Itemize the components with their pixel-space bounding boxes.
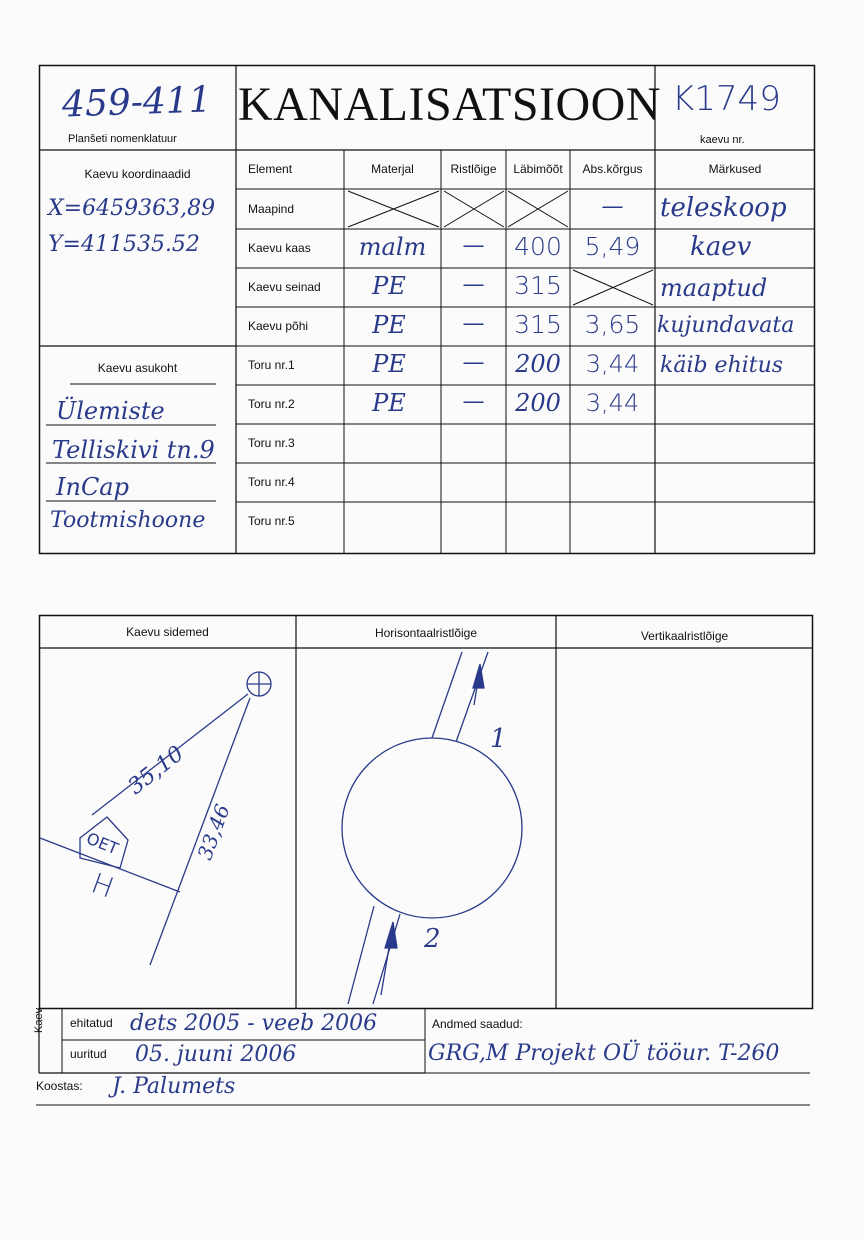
col-header-ristloige: Ristlõige bbox=[450, 162, 497, 176]
table-row-element: Toru nr.1 bbox=[248, 358, 295, 372]
coord-y: Y=411535.52 bbox=[48, 232, 200, 257]
table-row-element: Maapind bbox=[248, 202, 295, 216]
table-cell-labimoot: 200 bbox=[515, 350, 561, 378]
table-cell-ristloige: — bbox=[462, 311, 485, 336]
pipe-label-2: 2 bbox=[424, 924, 441, 954]
table-row-element: Toru nr.3 bbox=[248, 436, 295, 450]
table-cell-ristloige: — bbox=[462, 272, 485, 297]
distance-label-2: 33,46 bbox=[192, 800, 235, 864]
built-label: ehitatud bbox=[70, 1016, 113, 1030]
col-header-element: Element bbox=[248, 162, 293, 176]
coord-x: X=6459363,89 bbox=[48, 196, 216, 221]
table-cell-abs: — bbox=[601, 194, 624, 219]
table-cell-labimoot: 315 bbox=[514, 271, 562, 300]
author-label: Koostas: bbox=[36, 1079, 83, 1093]
table-cell-markused: käib ehitus bbox=[660, 353, 784, 378]
table-cell-markused: teleskoop bbox=[660, 193, 787, 223]
table-cell-ristloige: — bbox=[462, 389, 485, 414]
built-value: dets 2005 - veeb 2006 bbox=[130, 1011, 378, 1036]
sketch-col-horizontal: Horisontaalristlõige bbox=[374, 626, 478, 640]
plansheet-label: Planšeti nomenklatuur bbox=[68, 133, 177, 145]
well-number-value: K1749 bbox=[672, 79, 781, 119]
location-line-2: Telliskivi tn.9 bbox=[52, 436, 215, 464]
table-cell-markused: kaev bbox=[690, 232, 752, 262]
distance-label-1: 35,10 bbox=[123, 741, 189, 800]
location-line-1: Ülemiste bbox=[56, 397, 165, 425]
col-header-abs: Abs.kõrgus bbox=[582, 162, 643, 176]
table-row-element: Toru nr.5 bbox=[248, 514, 295, 528]
col-header-markused: Märkused bbox=[708, 162, 762, 176]
col-header-labimoot: Läbimõõt bbox=[513, 162, 563, 176]
table-row-element: Kaevu kaas bbox=[248, 241, 311, 255]
author-value: J. Palumets bbox=[112, 1074, 236, 1099]
table-cell-materjal: PE bbox=[372, 350, 406, 378]
table-row-element: Kaevu põhi bbox=[248, 319, 309, 333]
table-cell-abs: 3,65 bbox=[584, 310, 641, 339]
surveyed-label: uuritud bbox=[70, 1047, 107, 1061]
table-cell-ristloige: — bbox=[462, 233, 485, 258]
table-cell-labimoot: 315 bbox=[514, 310, 562, 339]
table-cell-abs: 5,49 bbox=[584, 232, 641, 261]
table-cell-labimoot: 200 bbox=[515, 389, 561, 417]
table-cell-markused: maaptud bbox=[660, 274, 768, 302]
page-title: KANALISATSIOON bbox=[238, 78, 661, 131]
table-cell-markused: kujundavata bbox=[657, 313, 795, 338]
well-side-label: Kaev bbox=[33, 1007, 45, 1033]
table-cell-materjal: PE bbox=[372, 389, 406, 417]
table-cell-labimoot: 400 bbox=[514, 232, 562, 261]
data-source-label: Andmed saadud: bbox=[432, 1017, 523, 1031]
table-cell-abs: 3,44 bbox=[585, 389, 640, 417]
table-row-element: Kaevu seinad bbox=[248, 280, 321, 294]
location-line-4: Tootmishoone bbox=[50, 508, 206, 533]
table-cell-materjal: malm bbox=[358, 233, 427, 261]
building-label: OET bbox=[83, 828, 122, 859]
pipe-label-1: 1 bbox=[490, 724, 507, 754]
table-cell-materjal: PE bbox=[372, 272, 406, 300]
col-header-materjal: Materjal bbox=[371, 162, 414, 176]
table-cell-ristloige: — bbox=[462, 350, 485, 375]
sketch-col-vertical: Vertikaalristlõige bbox=[640, 629, 729, 643]
table-cell-materjal: PE bbox=[372, 311, 406, 339]
plansheet-value: 459-411 bbox=[61, 79, 213, 126]
table-cell-abs: 3,44 bbox=[585, 350, 640, 378]
well-circle bbox=[342, 738, 522, 918]
sketch-col-ties: Kaevu sidemed bbox=[126, 625, 209, 639]
surveyed-value: 05. juuni 2006 bbox=[135, 1042, 297, 1067]
location-label: Kaevu asukoht bbox=[97, 361, 178, 375]
well-number-label: kaevu nr. bbox=[700, 134, 745, 146]
coords-label: Kaevu koordinaadid bbox=[84, 167, 191, 181]
table-row-element: Toru nr.4 bbox=[248, 475, 295, 489]
table-row-element: Toru nr.2 bbox=[248, 397, 295, 411]
marker-label: H bbox=[87, 866, 119, 905]
data-source-value: GRG,M Projekt OÜ tööur. T-260 bbox=[428, 1041, 780, 1066]
location-line-3: InCap bbox=[56, 473, 129, 501]
